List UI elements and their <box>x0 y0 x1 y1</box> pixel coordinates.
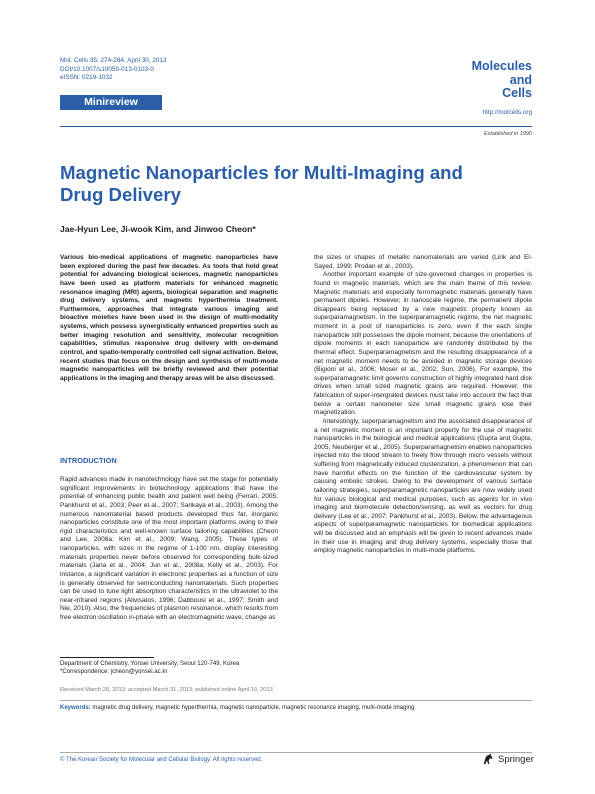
publisher-name: Springer <box>498 753 534 765</box>
keywords-list: magnetic drug delivery, magnetic hyperthermia, magnetic nanoparticle, magnetic resonance imaging, multi-mode imaging <box>90 705 415 711</box>
abstract <box>60 254 278 383</box>
abstract-text: Various bio-medical applications of magnetic nanoparticles have been explored during the past few decades. As tools that hold great potential for advancing biological sciences, magnetic nanoparticles have been used as platform materials for enhanced magnetic resonance imaging (MRI) agents, biological separation and magnetic drug delivery systems, and magnetic hyperthermia treatment. Furthermore, approaches that integrate various imaging and bioactive moieties have been used in the design of multi-modality systems, which possess synergistically enhanced properties such as better imaging resolution and sensitivity, molecular recognition capabilities, stimulus responsive drug delivery with on-demand control, and spatio-temporally controlled cell signal activation. Below, recent studies that focus on the design and synthesis of multi-mode magnetic nanoparticles will be briefly reviewed and their potential applications in the imaging and therapy areas will be also discussed. <box>60 254 278 382</box>
journal-name-line3: Cells <box>502 86 532 100</box>
right-paragraph-3: Interestingly, superparamagnetism and the associated disappearance of a net magnetic moment is an important property for the use of magnetic nanoparticles in the biological and medical applications (Gupta and Gupta, 2005; Neuberger et al., 2005). Superparamagnetism enables nanoparticles injected into the blood stream to freely flow through micro vessels without suffering from magnetically induced clusterization, a phenomenon that can have harmful effects on the function of the cardiovascular system by causing embolic strokes. Owing to the development of various surface tailoring strategies, superparamagnetic nanoparticles are now widely used for various biological and medical purposes, such as agents for in vivo imaging and biomolecule detection/sensing, as well as vectors for drug delivery (Lee et al., 2007; Pankhurst et al., 2003). Below, the advantageous aspects of superparamagnetic nanoparticles for biomedical applications will be discussed and an emphasis will be given to recent advances made in their use in imaging and drug delivery systems, especially those that employ magnetic nanoparticles in multi-mode platforms. <box>314 417 533 555</box>
right-column-body <box>314 254 532 556</box>
header-divider <box>60 126 532 127</box>
affiliation-block <box>60 660 239 676</box>
author-list: Jae-Hyun Lee, Ji-wook Kim, and Jinwoo Cheon* <box>60 224 256 234</box>
section-heading-introduction: INTRODUCTION <box>60 456 117 465</box>
citation: Mol. Cells 35, 274-284, April 30, 2013 <box>60 57 167 64</box>
eissn: eISSN: 0219-1032 <box>60 74 113 82</box>
affiliation: Department of Chemistry, Yonsei University, Seoul 120-749, Korea <box>60 660 240 667</box>
keywords-line <box>60 705 414 711</box>
keywords-label: Keywords: <box>60 705 91 711</box>
journal-name-line1: Molecules <box>471 59 532 73</box>
keywords-divider <box>60 700 532 701</box>
received-dates: Received March 28, 2013; accepted March 31, 2013; published online April 10, 2013 <box>60 687 273 693</box>
publisher-logo <box>481 752 534 766</box>
footnote-divider <box>60 657 154 658</box>
springer-horse-icon <box>481 752 495 766</box>
intro-paragraph: Rapid advances made in nanotechnology have set the stage for potentially significant improvements in biotechnology applications that have the potential of enhancing public health and patient well being (Ferrari, 2005; Pankhurst et al., 2003; Peer et al., 2007; Sarikaya et al., 2003). Among the numerous nanomaterial based products developed thus far, inorganic nanoparticles constitute one of the most important platforms owing to their rigid characteristics and well-known surface tailoring capabilities (Cheon and Lee, 2008a; Kim et al., 2009; Wang, 2005). These types of nanoparticles, with sizes in the regime of 1-100 nm, display interesting materials properties never before observed for corresponding bulk-sized materials (Jana et al., 2004; Jun et al., 2008a; Kelly et al., 2003). For instance, a significant variation in electronic properties as a function of size is generally observed for semiconducting nanomaterials. Such properties can be used to tune light absorption characteristics in the ultraviolet to the near-infrared regions (Alivisatos, 1996; Dabbousi et al., 1997; Smith and Nie, 2010). Also, the frequencies of plasmon resonance, which results from free electron oscillation in-phase with an electromagnetic wave, change as <box>60 476 278 621</box>
journal-logo <box>472 60 532 101</box>
journal-url[interactable]: http://molcells.org <box>482 109 532 116</box>
copyright-divider <box>60 752 532 753</box>
introduction-body <box>60 476 278 623</box>
copyright-notice: © The Korean Society for Molecular and Cellular Biology. All rights reserved. <box>60 757 263 763</box>
right-paragraph-2: Another important example of size-governed changes in properties is found in magnetic materials, which are the main theme of this review. Magnetic materials and especially ferromagnetic materials generally have permanent dipoles. However, in nanoscale regime, the permanent dipole disappears being replaced by a new magnetic property known as superparamagnetism. In the superparamagnetic regime, the net magnetic moment in a pool of nanoparticles is zero, even if the each single nanoparticle still possesses the dipole moment, because the orientations of dipole moments in each nanoparticle are randomly distributed by the thermal effect. Superparamagnetism and the resulting disappearance of a net magnetic moment needs to be avoided in magnetic storage devices (Bigioni et al., 2006; Moser et al., 2002; Sun, 2006). For example, the superparamagnetic limit governs construction of highly integrated hard disk drives when small sized magnetic grains are required. However, the fabrication of super-intergrated devices must take into account the fact that below a certain nanometer size small magnetic grains lose their magnetization. <box>314 271 532 417</box>
doi-link[interactable]: DOI/10.1007/s10059-013-0103-0 <box>60 65 154 73</box>
right-paragraph-1: the sizes or shapes of metallic nanomaterials are varied (Link and El-Sayed, 1999; Prodan et al., 2003). <box>314 254 532 270</box>
citation-block <box>60 57 167 83</box>
article-title: Magnetic Nanoparticles for Multi-Imaging and Drug Delivery <box>60 162 463 205</box>
journal-name-line2: and <box>509 72 532 87</box>
section-label: Minireview <box>60 95 162 110</box>
correspondence-email[interactable]: *Correspondence: jcheon@yonsei.ac.kr <box>60 668 168 676</box>
established-note: Established in 1990 <box>483 131 532 137</box>
